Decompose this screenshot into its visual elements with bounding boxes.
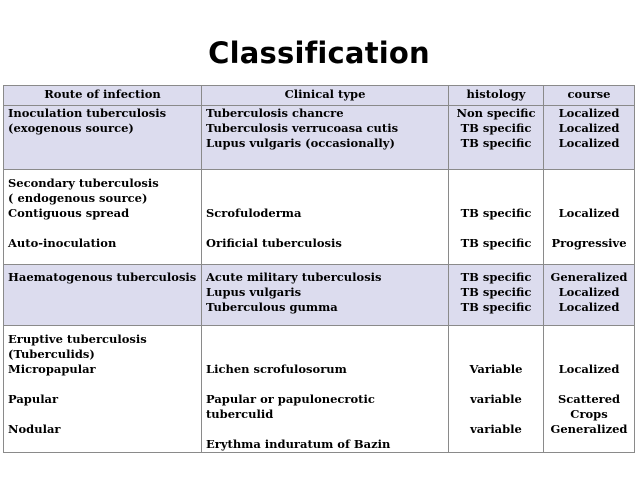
- route-line: Inoculation tuberculosis: [8, 106, 167, 120]
- route-line: Eruptive tuberculosis: [8, 332, 147, 346]
- course-line: Localized: [558, 300, 620, 314]
- route-line: ( endogenous source): [8, 191, 148, 205]
- route-line: Auto-inoculation: [8, 236, 117, 250]
- course-line: Localized: [558, 106, 620, 120]
- course-line: Crops: [570, 407, 608, 421]
- header-route: Route of infection: [4, 86, 202, 106]
- route-line: (Tuberculids): [8, 347, 95, 361]
- histology-cell: [449, 265, 544, 326]
- clinical-line: Papular or papulonecrotic: [206, 392, 375, 406]
- table-row: [4, 106, 635, 170]
- route-line: Haematogenous tuberculosis: [8, 270, 197, 284]
- histology-line: TB specific: [460, 121, 532, 135]
- route-line: Secondary tuberculosis: [8, 176, 159, 190]
- histology-cell: [449, 170, 544, 265]
- histology-cell: [449, 106, 544, 170]
- clinical-line: Acute military tuberculosis: [206, 270, 382, 284]
- histology-line: variable: [470, 392, 522, 406]
- table-row: [4, 265, 635, 326]
- course-line: Generalized: [550, 270, 628, 284]
- course-cell: [544, 265, 635, 326]
- histology-line: TB specific: [460, 285, 532, 299]
- histology-line: TB specific: [460, 236, 532, 250]
- clinical-cell: [202, 326, 449, 453]
- course-line: Localized: [558, 362, 620, 376]
- course-cell: [544, 106, 635, 170]
- header-histology: histology: [449, 86, 544, 106]
- course-line: Localized: [558, 121, 620, 135]
- clinical-line: Tuberculous gumma: [206, 300, 338, 314]
- clinical-line: Lichen scrofulosorum: [206, 362, 347, 376]
- histology-line: Variable: [469, 362, 523, 376]
- course-cell: [544, 170, 635, 265]
- clinical-line: Lupus vulgaris (occasionally): [206, 136, 395, 150]
- route-cell: [4, 326, 202, 453]
- course-line: Localized: [558, 285, 620, 299]
- clinical-line: Tuberculosis chancre: [206, 106, 344, 120]
- histology-line: variable: [470, 422, 522, 436]
- header-course: course: [544, 86, 635, 106]
- histology-line: TB specific: [460, 136, 532, 150]
- route-cell: [4, 170, 202, 265]
- clinical-line: tuberculid: [206, 407, 274, 421]
- histology-line: TB specific: [460, 300, 532, 314]
- course-line: Generalized: [550, 422, 628, 436]
- route-line: Nodular: [8, 422, 61, 436]
- histology-line: TB specific: [460, 270, 532, 284]
- route-line: Contiguous spread: [8, 206, 130, 220]
- route-cell: [4, 106, 202, 170]
- table-row: [4, 170, 635, 265]
- clinical-line: Orificial tuberculosis: [206, 236, 342, 250]
- histology-line: Non specific: [456, 106, 536, 120]
- route-line: Papular: [8, 392, 59, 406]
- course-line: Scattered: [557, 392, 621, 406]
- route-cell: [4, 265, 202, 326]
- clinical-cell: [202, 106, 449, 170]
- classification-table: [3, 85, 635, 453]
- route-line: Micropapular: [8, 362, 96, 376]
- clinical-cell: [202, 265, 449, 326]
- course-cell: [544, 326, 635, 453]
- clinical-line: Erythma induratum of Bazin: [206, 437, 391, 451]
- course-line: Localized: [558, 136, 620, 150]
- histology-cell: [449, 326, 544, 453]
- table-row: [4, 326, 635, 453]
- clinical-cell: [202, 170, 449, 265]
- table-header-row: [4, 86, 635, 106]
- clinical-line: Lupus vulgaris: [206, 285, 302, 299]
- histology-line: TB specific: [460, 206, 532, 220]
- slide-title: Classification: [208, 36, 430, 70]
- clinical-line: Tuberculosis verrucoasa cutis: [206, 121, 399, 135]
- course-line: Progressive: [551, 236, 627, 250]
- route-line: (exogenous source): [8, 121, 134, 135]
- header-clinical-type: Clinical type: [202, 86, 449, 106]
- clinical-line: Scrofuloderma: [206, 206, 302, 220]
- course-line: Localized: [558, 206, 620, 220]
